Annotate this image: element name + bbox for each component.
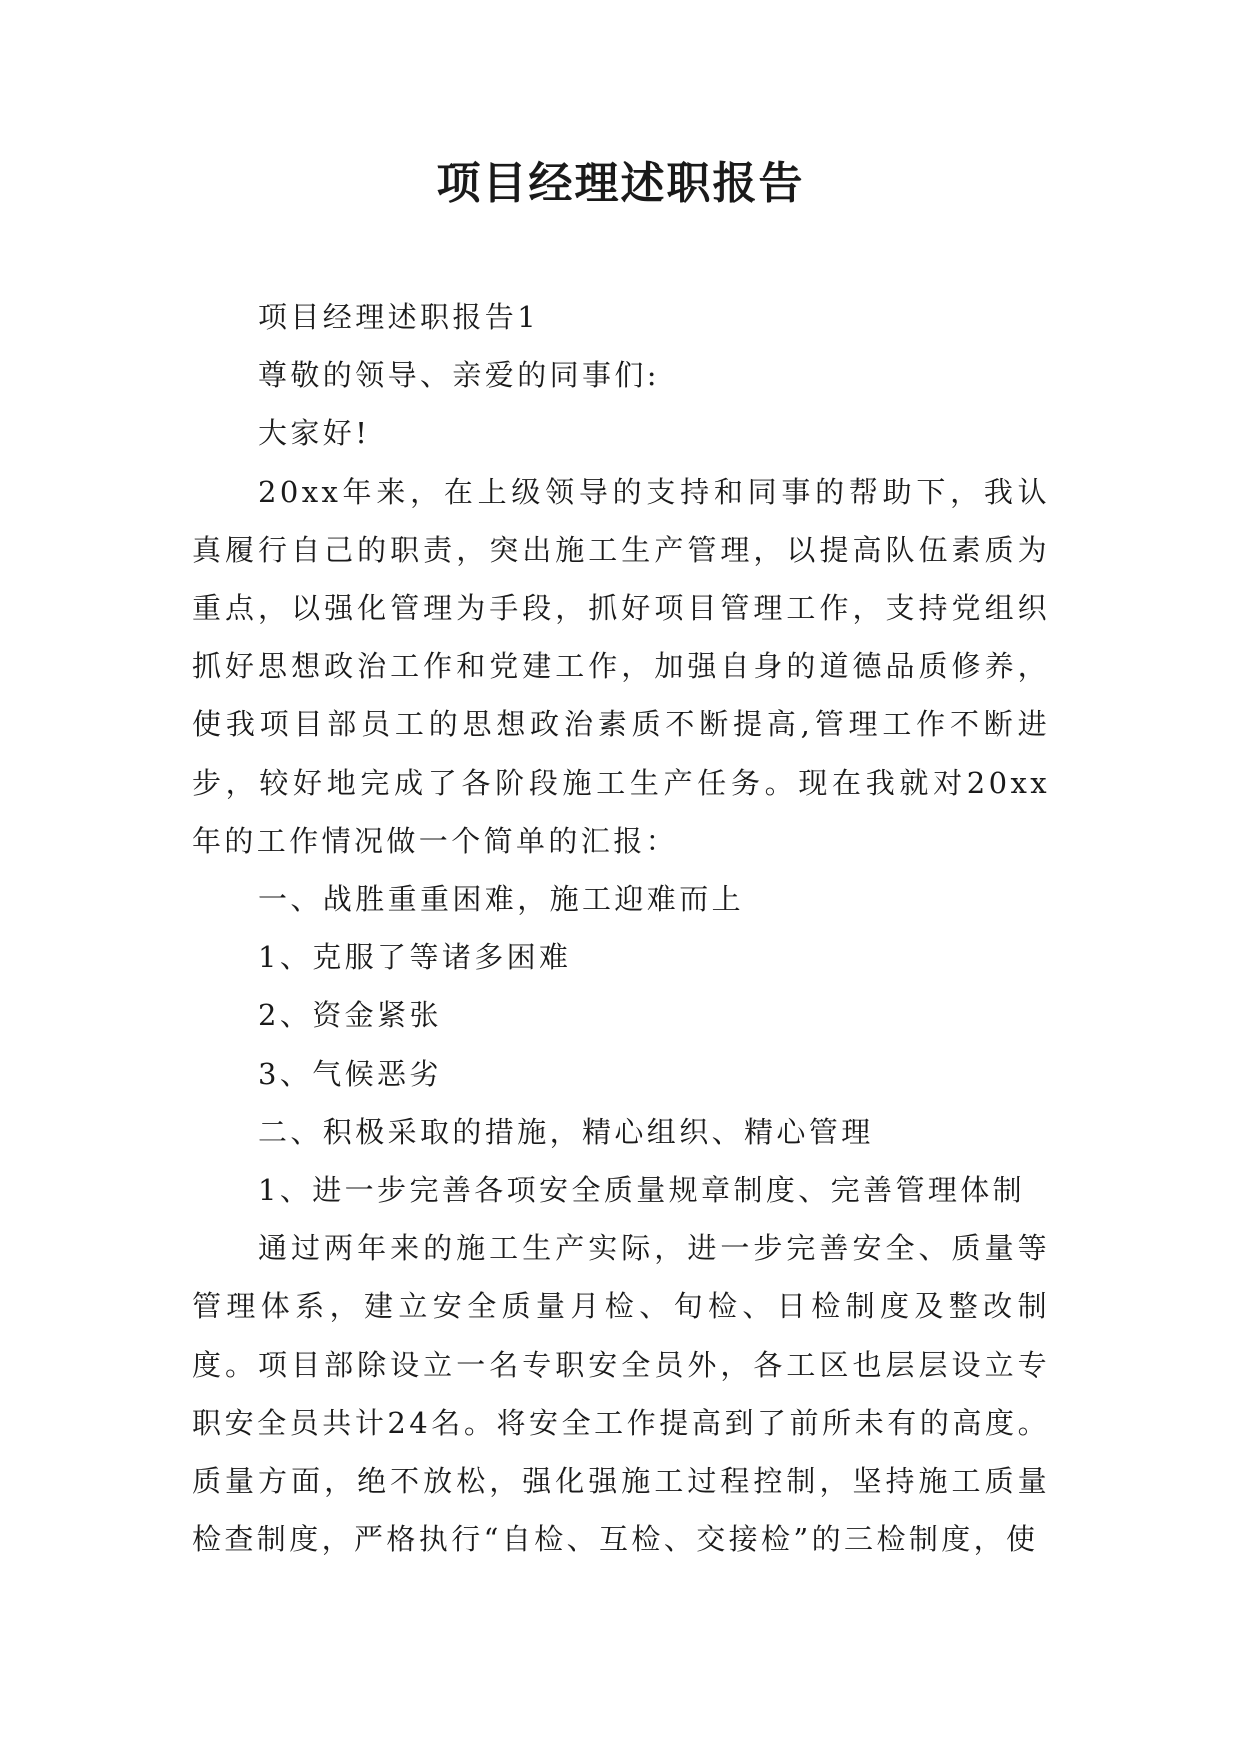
list-item-3: 3、气候恶劣 [258,1056,442,1091]
document-body [192,288,1050,1568]
paragraph-report-heading: 项目经理述职报告1 [258,300,540,334]
paragraph-safety-quality: 通过两年来的施工生产实际，进一步完善安全、质量等管理体系，建立安全质量月检、旬检、日检制度及整改制度。项目部除设立一名专职安全员外，各工区也层层设立专职安全员共计24名。将安全工作提高到了前所未有的高度。质量方面，绝不放松，强化强施工过程控制，坚持施工质量检查制度，严格执行“自检、互检、交接检”的三检制度，使 [192,1231,1050,1557]
section-heading-1: 一、战胜重重困难，施工迎难而上 [258,882,745,917]
section-heading-2: 二、积极采取的措施，精心组织、精心管理 [258,1114,874,1149]
paragraph-greeting: 大家好! [258,416,371,451]
list-item-1: 1、克服了等诸多困难 [258,940,572,975]
paragraph-salutation: 尊敬的领导、亲爱的同事们: [258,358,660,393]
paragraph-intro: 20xx年来，在上级领导的支持和同事的帮助下，我认真履行自己的职责，突出施工生产管理，以提高队伍素质为重点，以强化管理为手段，抓好项目管理工作，支持党组织抓好思想政治工作和党建工作，加强自身的道德品质修养，使我项目部员工的思想政治素质不断提高,管理工作不断进步，较好地完成了各阶段施工生产任务。现在我就对20xx年的工作情况做一个简单的汇报： [192,474,1050,858]
subsection-heading-1: 1、进一步完善各项安全质量规章制度、完善管理体制 [258,1173,1026,1208]
list-item-2: 2、资金紧张 [258,998,442,1033]
document-title: 项目经理述职报告 [436,158,805,209]
